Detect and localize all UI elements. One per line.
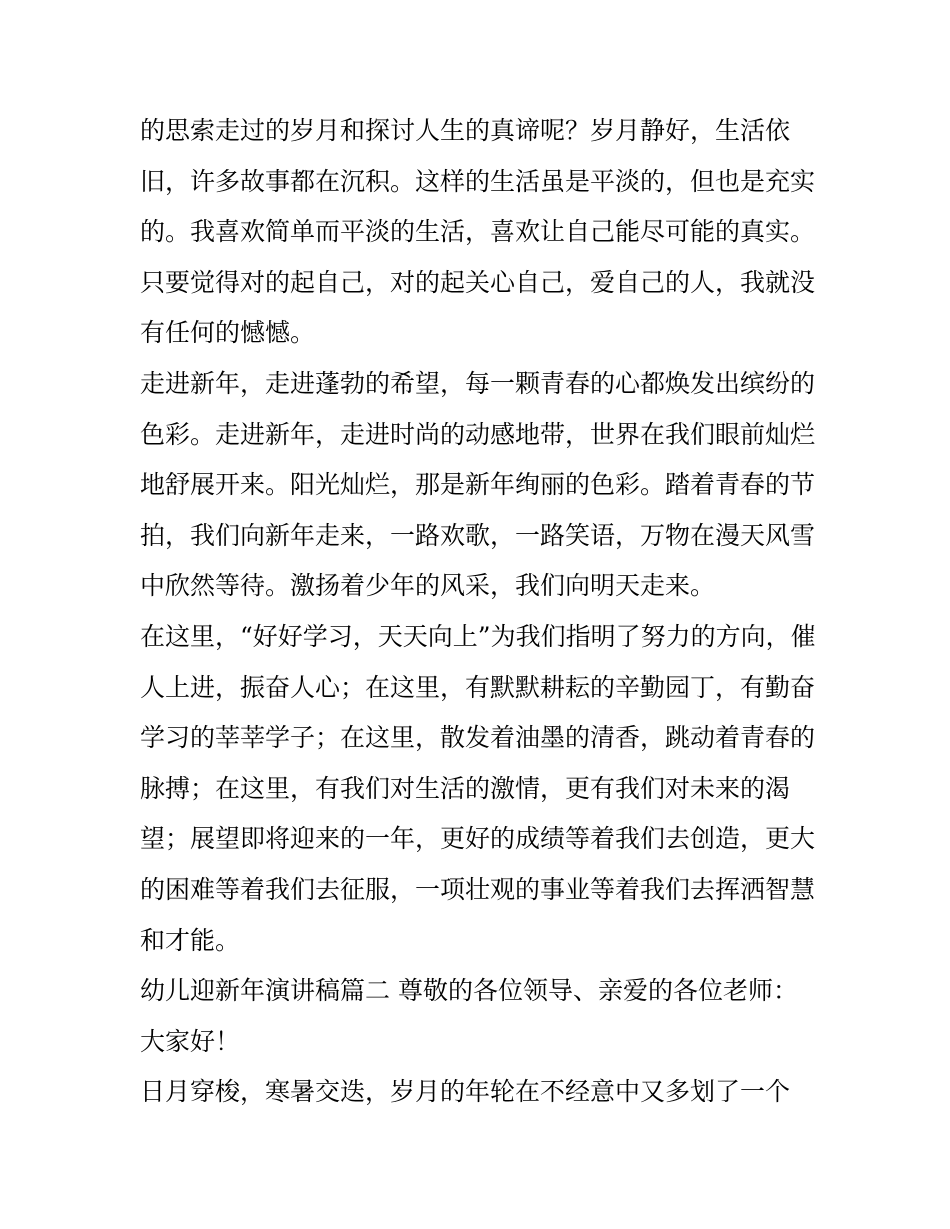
text-line: 和才能。 xyxy=(140,925,241,955)
text-line: 旧，许多故事都在沉积。这样的生活虽是平淡的，但也是充实 xyxy=(140,166,816,196)
body-text xyxy=(140,106,820,1118)
text-line: 望；展望即将迎来的一年，更好的成绩等着我们去创造，更大 xyxy=(140,824,816,854)
text-line: 只要觉得对的起自己，对的起关心自己，爱自己的人，我就没 xyxy=(140,267,816,297)
text-line: 地舒展开来。阳光灿烂，那是新年绚丽的色彩。踏着青春的节 xyxy=(140,470,816,500)
text-line: 的困难等着我们去征服，一项壮观的事业等着我们去挥洒智慧 xyxy=(140,874,816,904)
text-line: 人上进，振奋人心；在这里，有默默耕耘的辛勤园丁，有勤奋 xyxy=(140,672,816,702)
text-line: 学习的莘莘学子；在这里，散发着油墨的清香，跳动着青春的 xyxy=(140,723,816,753)
text-line: 色彩。走进新年，走进时尚的动感地带，世界在我们眼前灿烂 xyxy=(140,419,816,449)
text-line: 脉搏；在这里，有我们对生活的激情，更有我们对未来的渴 xyxy=(140,773,791,803)
text-line: 走进新年，走进蓬勃的希望，每一颗青春的心都焕发出缤纷的 xyxy=(140,368,816,398)
text-line: 在这里，“好好学习，天天向上”为我们指明了努力的方向，催 xyxy=(140,621,816,651)
text-line: 的。我喜欢简单而平淡的生活，喜欢让自己能尽可能的真实。 xyxy=(140,217,816,247)
text-line: 中欣然等待。激扬着少年的风采，我们向明天走来。 xyxy=(140,571,716,601)
text-line: 拍，我们向新年走来，一路欢歌，一路笑语，万物在漫天风雪 xyxy=(140,520,816,550)
text-line: 大家好！ xyxy=(140,1026,241,1056)
text-line: 日月穿梭，寒暑交迭，岁月的年轮在不经意中又多划了一个 xyxy=(140,1077,791,1107)
text-line: 幼儿迎新年演讲稿篇二 尊敬的各位领导、亲爱的各位老师： xyxy=(140,976,798,1006)
text-line: 有任何的憾憾。 xyxy=(140,318,316,348)
text-line: 的思索走过的岁月和探讨人生的真谛呢？岁月静好，生活依 xyxy=(140,116,791,145)
